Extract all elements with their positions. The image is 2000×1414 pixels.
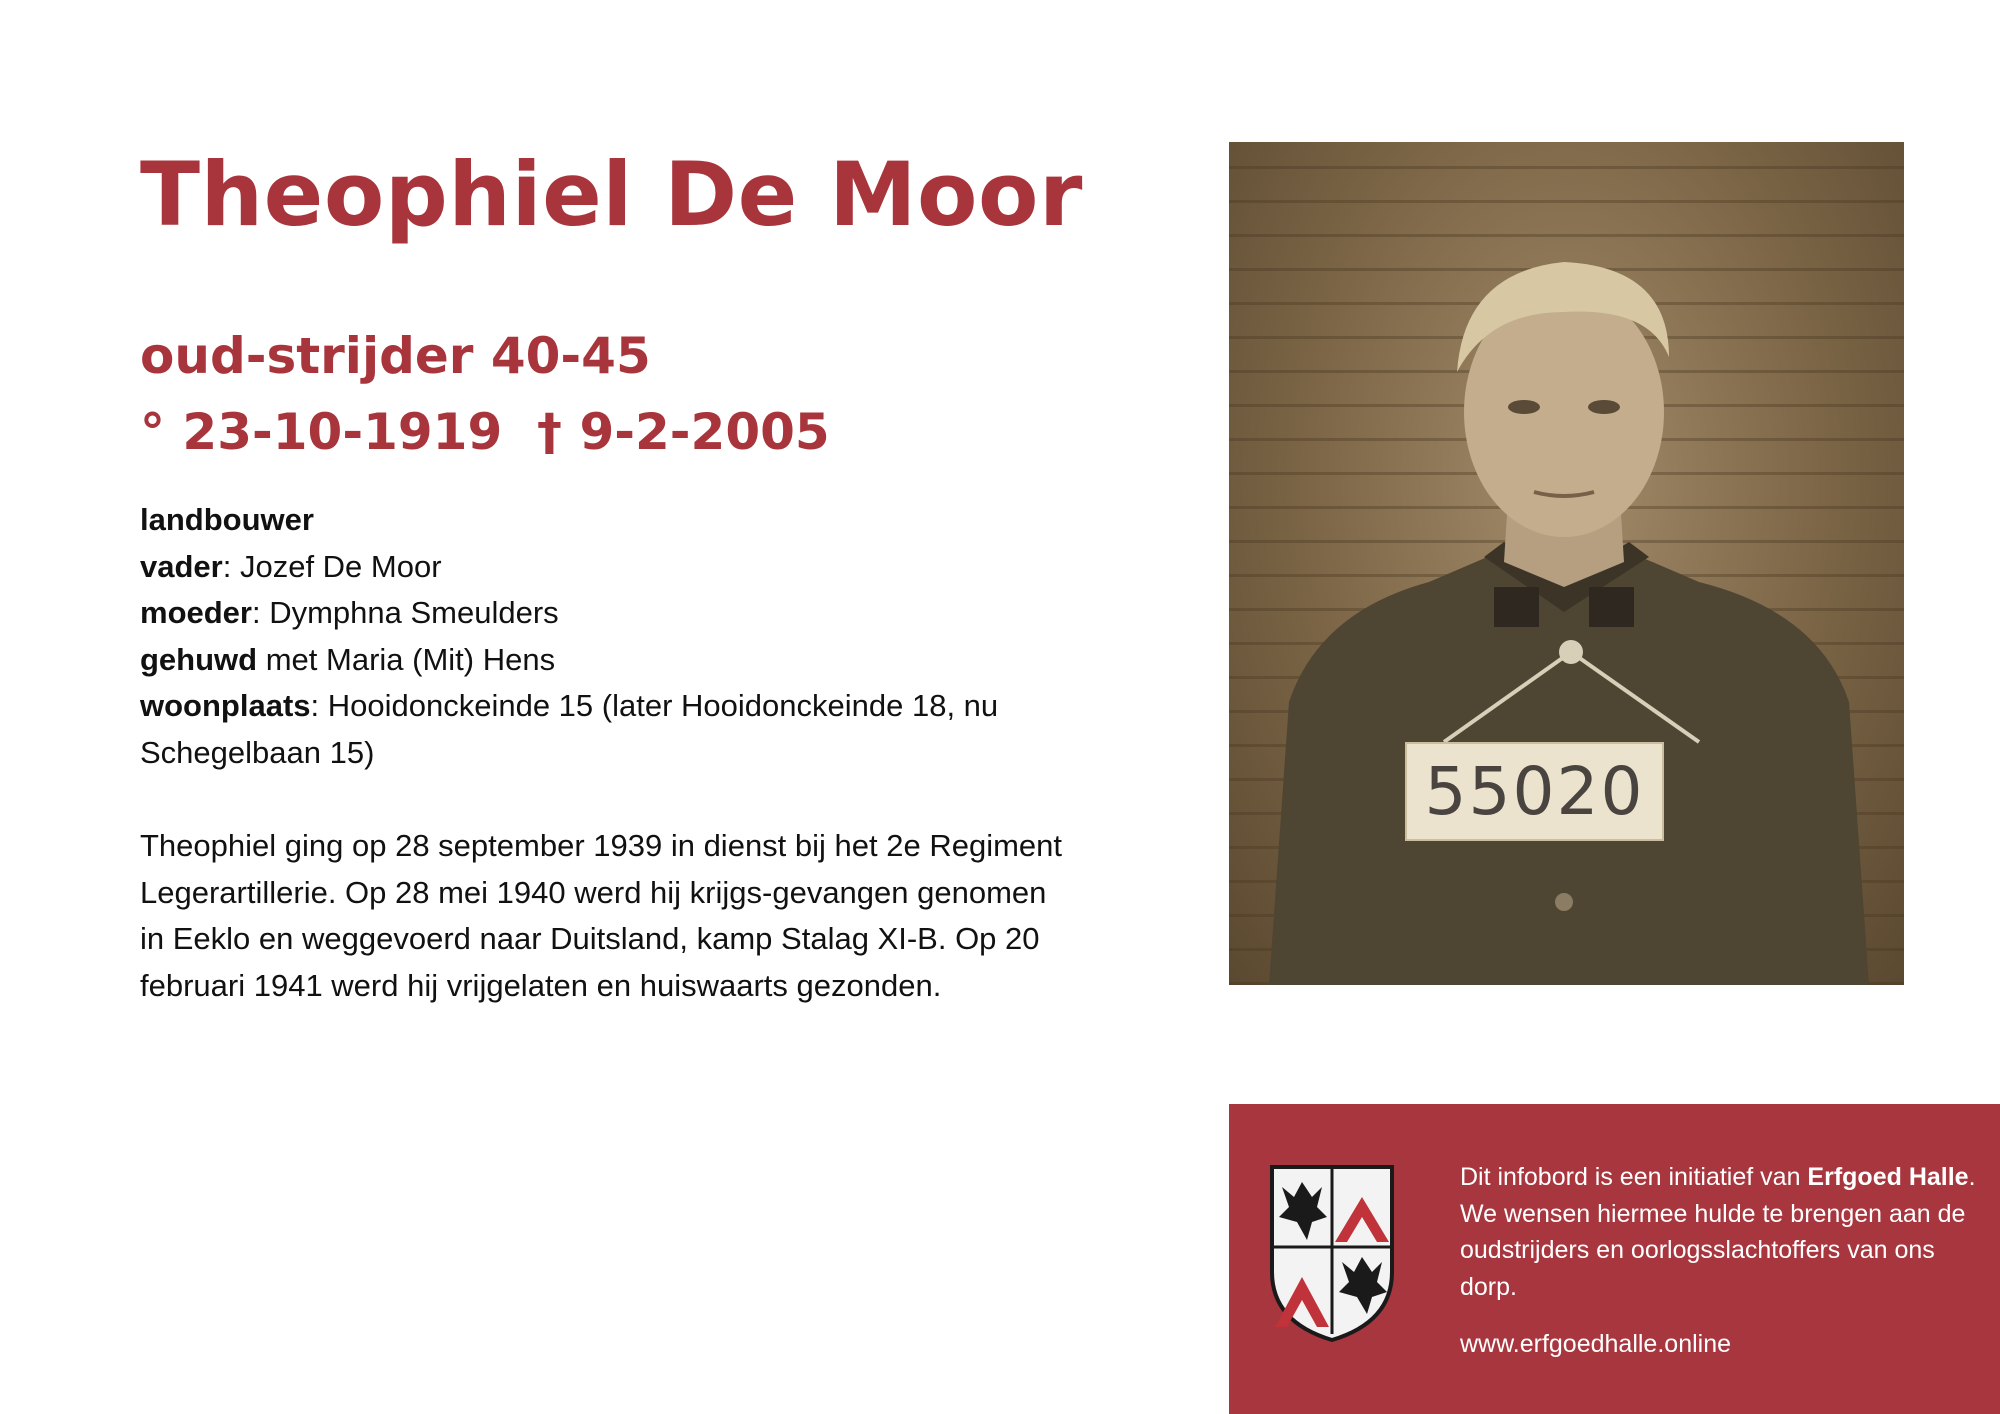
subtitle-dates: ° 23-10-1919 † 9-2-2005 (140, 403, 830, 461)
prisoner-number-tag: 55020 (1405, 742, 1664, 841)
father-value: : Jozef De Moor (222, 548, 442, 584)
fact-father (140, 544, 1100, 591)
footer-text-pre: Dit infobord is een initiatief van (1460, 1163, 1808, 1191)
mother-label: moeder (140, 595, 252, 630)
portrait-photo (1229, 142, 1904, 985)
residence-label: woonplaats (140, 688, 311, 723)
fact-married (140, 637, 1100, 684)
subtitle-role: oud-strijder 40-45 (140, 327, 651, 385)
coat-of-arms-icon (1267, 1162, 1397, 1342)
footer-description (1460, 1159, 1980, 1305)
footer-website-link[interactable]: www.erfgoedhalle.online (1460, 1330, 1732, 1358)
biography-paragraph: Theophiel ging op 28 september 1939 in dienst bij het 2e Regiment Legerartillerie. Op 28 mei 1940 werd hij krijgs-gevangen genomen in Eeklo en weggevoerd naar Duitsland, kamp Stalag XI-B. Op 20 februari 1941 werd hij vrijgelaten en huiswaarts gezonden. (140, 828, 1063, 1003)
occupation-value: landbouwer (140, 502, 314, 537)
page-title: Theophiel De Moor (140, 143, 1083, 246)
fact-residence (140, 683, 1100, 776)
fact-mother (140, 590, 1100, 637)
personal-facts (140, 497, 1100, 776)
married-value: met Maria (Mit) Hens (257, 641, 556, 677)
soldier-portrait-illustration (1229, 142, 1904, 985)
married-label: gehuwd (140, 641, 258, 677)
subtitle-block (140, 318, 830, 470)
footer-text-post: . We wensen hiermee hulde te brengen aan de oudstrijders en oorlogsslachtoffers van ons dorp. (1460, 1163, 1976, 1301)
footer-org-name: Erfgoed Halle (1807, 1163, 1969, 1191)
residence-value: : Hooidonckeinde 15 (later Hooidonckeinde 18, nu Schegelbaan 15) (140, 688, 999, 770)
footer-panel (1229, 1104, 2000, 1414)
father-label: vader (140, 548, 223, 584)
fact-occupation (140, 497, 1100, 544)
mother-value: : Dymphna Smeulders (251, 595, 559, 630)
